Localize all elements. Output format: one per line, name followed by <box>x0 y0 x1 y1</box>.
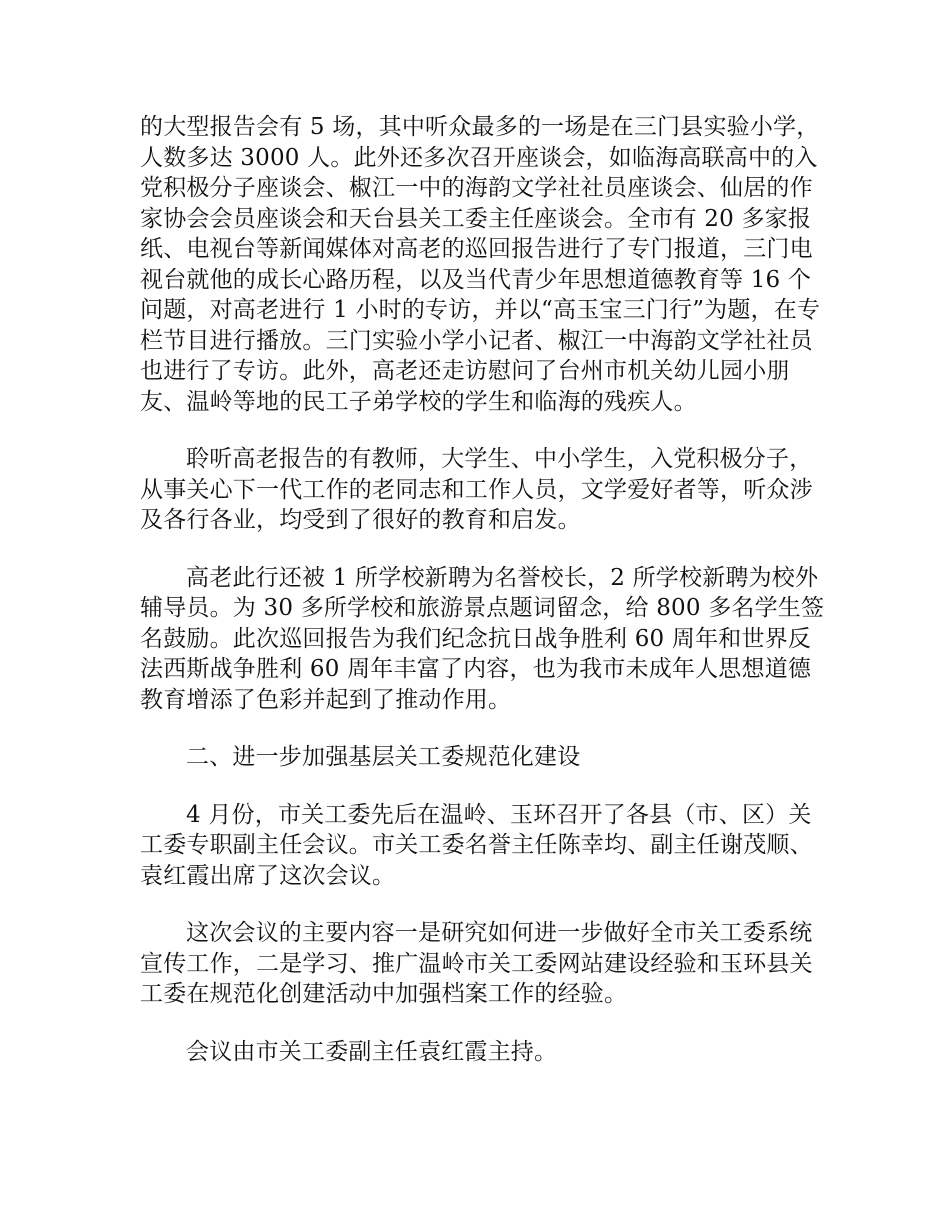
section-heading: 二、进一步加强基层关工委规范化建设 <box>186 744 581 770</box>
paragraph-6: 会议由市关工委副主任袁红霞主持。 <box>186 1038 558 1065</box>
paragraph-4: 4 月份，市关工委先后在温岭、玉环召开了各县（市、区）关工委专职副主任会议。市关工委名誉主任陈幸均、副主任谢茂顺、袁红霞出席了这次会议。 <box>140 801 813 889</box>
paragraph-5: 这次会议的主要内容一是研究如何进一步做好全市关工委系统宣传工作，二是学习、推广温岭市关工委网站建设经验和玉环县关工委在规范化创建活动中加强档案工作的经验。 <box>140 920 813 1007</box>
paragraph-3: 高老此行还被 1 所学校新聘为名誉校长，2 所学校新聘为校外辅导员。为 30 多所学校和旅游景点题词留念，给 800 多名学生签名鼓励。此次巡回报告为我们纪念抗日战争胜利 60 周年和世界反法西斯战争胜利 60 周年丰富了内容，也为我市未成年人思想道德教育增添了色彩并起到了推动作用。 <box>140 564 825 713</box>
paragraph-2: 聆听高老报告的有教师，大学生、中小学生，入党积极分子，从事关心下一代工作的老同志和工作人员，文学爱好者等，听众涉及各行各业，均受到了很好的教育和启发。 <box>140 446 813 533</box>
document-body <box>140 112 830 1094</box>
paragraph-1: 的大型报告会有 5 场，其中听众最多的一场是在三门县实验小学，人数多达 3000 人。此外还多次召开座谈会，如临海高联高中的入党积极分子座谈会、椒江一中的海韵文学社社员座谈会、仙居的作家协会会员座谈会和天台县关工委主任座谈会。全市有 20 多家报纸、电视台等新闻媒体对高老的巡回报告进行了专门报道，三门电视台就他的成长心路历程，以及当代青少年思想道德教育等 16 个问题，对高老进行 1 小时的专访，并以“高玉宝三门行”为题，在专栏节目进行播放。三门实验小学小记者、椒江一中海韵文学社社员也进行了专访。此外，高老还走访慰问了台州市机关幼儿园小朋友、温岭等地的民工子弟学校的学生和临海的残疾人。 <box>140 114 821 415</box>
